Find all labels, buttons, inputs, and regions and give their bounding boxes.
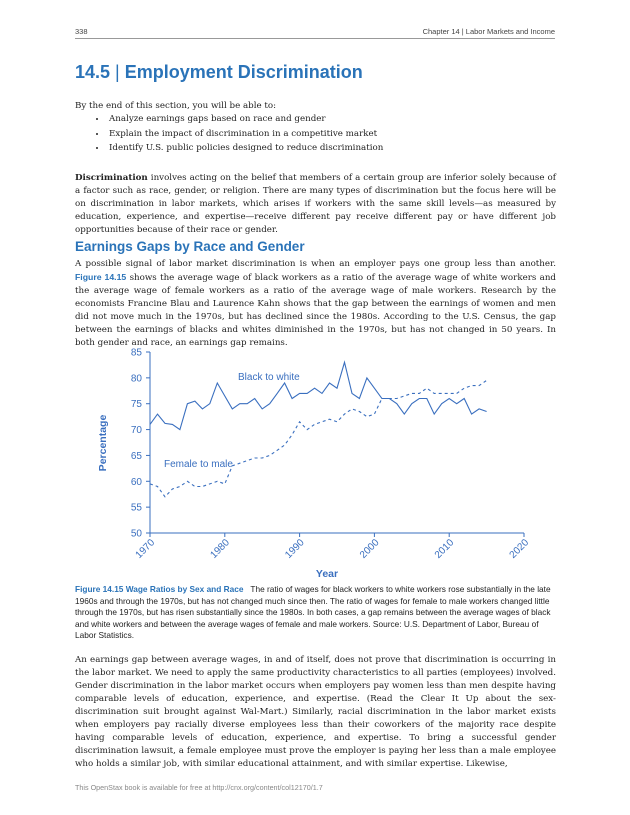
paragraph-discrimination-definition	[75, 172, 556, 237]
x-axis-title: Year	[315, 568, 339, 580]
caption-text: The ratio of wages for black workers to white workers rose substantially in the late 1960s and through the 1970s, but has not changed much since then. The ratio of wages for female to male workers changed little through the 1970s, but has risen substantially since the 1980s. In both cases, a gap remains between the average wages of black and white workers and between the average wages of female and male workers. Source: U.S. Department of Labor, Bureau of Labor Statistics.	[75, 584, 551, 640]
subsection-heading: Earnings Gaps by Race and Gender	[75, 239, 305, 254]
section-number: 14.5	[75, 62, 111, 82]
page-footer: This OpenStax book is available for free at http://cnx.org/content/col12170/1.7	[75, 783, 323, 792]
wage-ratio-chart	[90, 340, 540, 580]
header-divider	[75, 38, 555, 39]
x-tick-label: 1980	[208, 537, 232, 561]
x-tick-labels	[134, 533, 532, 561]
series-label-female-to-male: Female to male	[164, 459, 233, 470]
key-term: Discrimination	[75, 173, 148, 183]
caption-label: Figure 14.15 Wage Ratios by Sex and Race	[75, 584, 244, 594]
y-tick-label: 60	[130, 476, 142, 488]
y-tick-labels	[131, 348, 150, 540]
paragraph-text: shows the average wage of black workers as a ratio of the average wage of white workers and the average wage of female workers as a ratio of the average wage of male workers. Research by the economists Francine Blau and Laurence Kahn shows that the gap between the earnings of women and men did not move much in the 1970s, but has declined since the 1980s. According to the U.S. Census, the gap between the earnings of blacks and whites diminished in the 1970s, but has not changed in 50 years. In both gender and race, an earnings gap remains.	[75, 273, 556, 348]
paragraph-text: involves acting on the belief that members of a certain group are inferior solely because of a factor such as race, gender, or religion. There are many types of discrimination but the focus here will be on discrimination in labor markets, which arises if workers with the same skill levels—as measured by education, experience, and expertise—receive different pay receive different pay or have different job opportunities because of their race or gender.	[75, 173, 556, 235]
y-tick-label: 80	[130, 373, 142, 385]
y-tick-label: 70	[130, 425, 142, 437]
y-tick-label: 55	[130, 502, 142, 514]
y-tick-label: 50	[130, 528, 142, 540]
section-heading	[75, 62, 363, 83]
series-line-female-to-male	[150, 380, 487, 496]
y-axis-title: Percentage	[97, 414, 109, 472]
objective-item: • Explain the impact of discrimination in a competitive market	[107, 127, 383, 142]
y-tick-label: 75	[130, 399, 142, 411]
figure-link[interactable]: Figure 14.15	[75, 272, 127, 282]
objective-item: • Analyze earnings gaps based on race and gender	[107, 112, 383, 127]
series-line-black-to-white	[150, 362, 487, 429]
x-tick-label: 1990	[283, 537, 307, 561]
x-tick-label: 1970	[133, 537, 158, 561]
paragraph-earnings-gaps	[75, 258, 556, 350]
objectives-list	[95, 112, 383, 156]
objectives-intro: By the end of this section, you will be able to:	[75, 101, 277, 111]
y-tick-label: 65	[130, 450, 142, 462]
x-tick-label: 2000	[358, 537, 382, 561]
section-separator: |	[110, 62, 125, 82]
section-title: Employment Discrimination	[124, 62, 363, 82]
chapter-title: Chapter 14 | Labor Markets and Income	[422, 27, 555, 36]
page-number: 338	[75, 27, 88, 36]
paragraph-earnings-gap-proof: An earnings gap between average wages, in and of itself, does not prove that discrimination is occurring in the labor market. We need to apply the same productivity characteristics to all parties (employees) involved. Gender discrimination in the labor market occurs when employers pay women less than men despite having comparable levels of education, experience, and expertise. (Read the Clear It Up about the sex-discrimination suit brought against Wal-Mart.) Similarly, racial discrimination in the labor market exists when employers pay racially diverse employees less than their coworkers of the majority race despite having comparable levels of education, experience, and expertise. To bring a successful gender discrimination lawsuit, a female employee must prove the employer is paying her less than a male employee who holds a similar job, with similar educational attainment, and with similar expertise. Likewise,	[75, 655, 556, 769]
objective-item: • Identify U.S. public policies designed to reduce discrimination	[107, 141, 383, 156]
x-tick-label: 2010	[432, 537, 457, 561]
series-label-black-to-white: Black to white	[238, 372, 300, 383]
paragraph-text: A possible signal of labor market discrimination is when an employer pays one group less than another.	[75, 259, 556, 269]
x-tick-label: 2020	[507, 537, 532, 561]
axes	[150, 352, 524, 533]
figure-caption	[75, 584, 556, 642]
y-tick-label: 85	[130, 347, 142, 359]
